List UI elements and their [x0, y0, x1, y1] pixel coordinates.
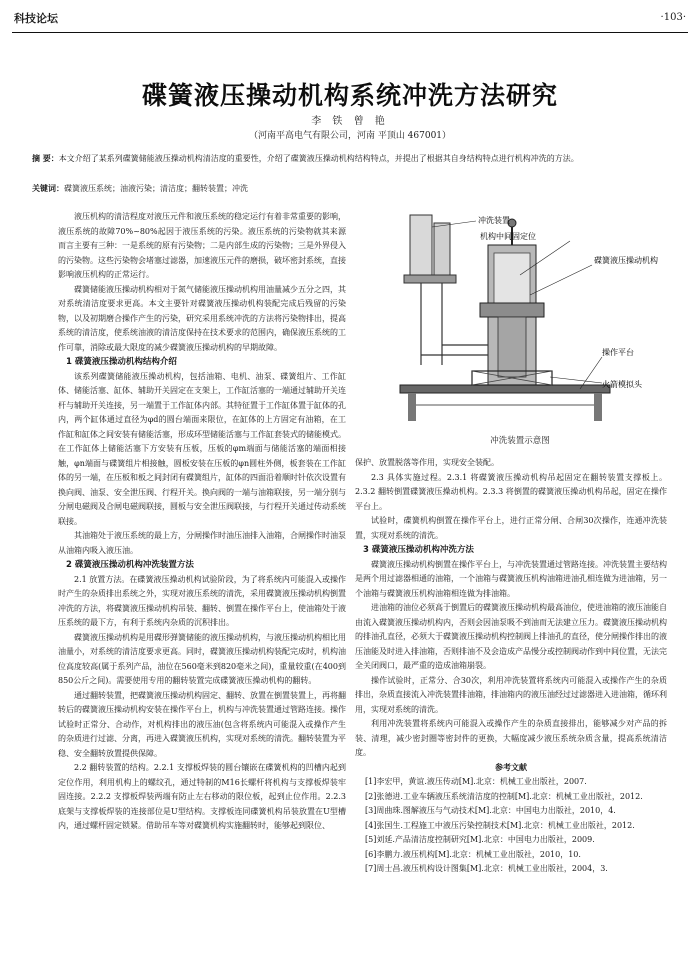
body-paragraph: 保护、放置脱落等作用，实现安全装配。 — [355, 458, 499, 467]
flushing-device-diagram — [380, 205, 660, 429]
body-paragraph: 其油箱处于液压系统的最上方，分闸操作时油压油排入油箱，合闸操作时油泵从油箱内吸入液压油。 — [58, 531, 346, 555]
paper-title: 碟簧液压操动机构系统冲洗方法研究 — [141, 81, 558, 110]
abstract-label: 摘 要： — [32, 154, 59, 163]
journal-section: 科技论坛 — [14, 12, 58, 25]
abstract — [32, 152, 672, 165]
reference-item: [2]张德进.工业车辆液压系统清洁度的控制[M].北京：机械工业出版社，2012. — [365, 791, 643, 801]
label-mechanism: 碟簧液压操动机构 — [594, 256, 658, 265]
right-column — [355, 456, 667, 950]
body-paragraph: 2.1 放置方法。在碟簧液压操动机构试验阶段，为了将系统内可能混入或操作时产生的杂质排出系统之外，实现对液压系统的清洗，采用碟簧液压操动机构倒置冲洗的方法，将碟簧液压操动机构吊装、翻转、倒置在操作平台上，使油箱处于液压系统的最下方，有利于系统内杂质的沉积排出。 — [58, 574, 346, 627]
label-platform: 操作平台 — [602, 348, 634, 357]
reference-item: [1]李宏甲，黄谊.液压传动[M].北京：机械工业出版社，2007. — [365, 777, 587, 786]
reference-item: [6]李鹏力.液压机构[M].北京：机械工业出版社，2010，10. — [365, 849, 581, 859]
section-heading: 3 碟簧液压操动机构冲洗方法 — [363, 545, 474, 555]
body-paragraph: 通过翻转装置，把碟簧液压操动机构固定、翻转、放置在倒置装置上，再将翻转后的碟簧液压操动机构安装在操作平台上，机构与冲洗装置通过管路连接。操作试验时正常分、合动作，对机构排出的液压油(包含将系统内可能混入或操作产生的杂质进行过滤、分离，再进入碟簧液压机构，实现对系统的清洗。翻转装置为平稳、安全翻转放置提供保障。 — [58, 690, 346, 758]
reference-item: [7]周士昌.液压机构设计图集[M].北京：机械工业出版社，2004，3. — [365, 864, 608, 873]
body-paragraph: 利用冲洗装置将系统内可能混入或操作产生的杂质直接排出，能够减少对产品的拆装、清理，减少密封圈等密封件的更换，大幅度减少液压系统杂质含量，提高系统清洁度。 — [355, 719, 667, 757]
body-paragraph: 操作试验时，正常分、合30次，利用冲洗装置将系统内可能混入或操作产生的杂质排出，杂质直接流入冲洗装置排油箱，排油箱内的液压油经过过滤器进入进油箱，循环利用，实现对系统的清洗。 — [355, 675, 667, 714]
label-flush-device: 冲洗装置 — [478, 216, 510, 225]
header-rule — [12, 32, 688, 33]
section-heading: 1 碟簧液压操动机构结构介绍 — [66, 357, 177, 367]
body-paragraph: 碟簧储能液压操动机构相对于氮气储能液压操动机构用油量减少五分之四，其对系统清洁度要求更高。本文主要针对碟簧液压操动机构装配完成后残留的污染物，以及初期磨合操作产生的污染，研究采用系统冲洗的方法将污染物排出，提高系统的清洁度，使系统油液的清洁度保持在技术要求的范围内，确保液压系统的工作可靠，消除或最大限度的减少碟簧液压操动机构的早期故障。 — [58, 284, 346, 352]
figure-flushing-device — [380, 205, 660, 429]
reference-item: [4]张国生.工程施工中液压污染控制技术[M].北京：机械工业出版社，2012. — [365, 820, 635, 830]
figure-caption: 冲洗装置示意图 — [490, 436, 550, 446]
section-heading: 2 碟簧液压操动机构冲洗装置方法 — [66, 560, 194, 570]
label-flip-frame: 火箭模拟头 — [602, 380, 642, 389]
authors: 李 铁 曾 艳 — [311, 116, 389, 127]
body-paragraph: 试验时，碟簧机构倒置在操作平台上，进行正常分闸、合闸30次操作，连通冲洗装置，实现对系统的清洗。 — [355, 516, 667, 540]
body-paragraph: 碟簧液压操动机构是用碟形弹簧储能的液压操动机构，与液压操动机构相比用油量小，对系统的清洁度要求更高。同时，碟簧液压操动机构装配完成时，机构油位高度较高(属于系列产品，油位在560毫米到820毫米之间)，重量较重(在400到850公斤之间)。需要使用专用的翻转装置完成碟簧液压操动机构的翻转。 — [58, 632, 346, 685]
keywords-label: 关键词： — [32, 184, 64, 193]
keywords-text: 碟簧液压系统；油液污染；清洁度；翻转装置；冲洗 — [64, 184, 248, 193]
reference-item: [3]周曲珠.图解液压与气动技术[M].北京：中国电力出版社，2010，4. — [365, 806, 616, 815]
page-number: ·103· — [660, 12, 686, 23]
abstract-text: 本文介绍了某系列碟簧储能液压操动机构清洁度的重要性，介绍了碟簧液压操动机构结构特点，并提出了根据其自身结构特点进行机构冲洗的方法。 — [58, 154, 579, 163]
body-paragraph: 进油箱的油位必须高于倒置后的碟簧液压操动机构最高油位，使进油箱的液压油能自由流入碟簧液压操动机构内，否则会因油泵吸不到油而无法建立压力。碟簧液压操动机构的排油孔直径，必须大于碟簧液压操动机构控制阀上排油孔的直径，使分闸操作排出的液压油能及时进入排油箱，否则排油不及会造成产品慢分或控制阀动作到中间位置，无法完全关闭阀口，最严重的造成油箱崩裂。 — [355, 603, 667, 670]
affiliation: （河南平高电气有限公司，河南 平顶山 467001） — [248, 131, 452, 141]
body-paragraph: 2.3 具体实施过程。2.3.1 将碟簧液压操动机构吊起固定在翻转装置支撑板上。2.3.2 翻转倒置碟簧液压操动机构。2.3.3 将倒置的碟簧液压操动机构吊起，固定在操作平台上。 — [355, 472, 667, 511]
body-paragraph: 液压机构的清洁程度对液压元件和液压系统的稳定运行有着非常重要的影响，液压系统的故障70%~80%起因于液压系统的污染。液压系统的污染物就其来源而言主要有三种：一是系统的原有污染物；二是内部生成的污染物；三是外界侵入的污染物。这些污染物会堵塞过滤器，加速液压元件的磨损，破坏密封系统，直接影响液压机构的正常运行。 — [58, 212, 346, 279]
label-fixed-position: 机构中间固定位 — [480, 232, 536, 241]
reference-item: [5]刘延.产品清洁度控制研究[M].北京：中国电力出版社，2009. — [365, 835, 595, 844]
references-heading: 参考文献 — [495, 762, 527, 772]
body-paragraph: 碟簧液压操动机构倒置在操作平台上，与冲洗装置通过管路连接。冲洗装置主要结构是两个用过滤器相通的油箱，一个油箱与碟簧液压机构油箱进油孔相连做为进油箱，另一个油箱与碟簧液压机构油箱相连做为排油箱。 — [355, 559, 667, 598]
body-paragraph: 2.2 翻转装置的结构。2.2.1 支撑板焊装的圆台镶嵌在碟簧机构的凹槽内起到定位作用，利用机构上的螺纹孔，通过特制的M16长螺杆将机构与支撑板焊装牢固连接。2.2.2 支撑板焊装两端有防止左右移动的限位板，起到止位作用。2.2.3 底架与支撑板焊装的连接部位是U型结构。支撑板连同碟簧机构吊装放置在U型槽内，通过螺杆固定锁紧。借助吊车等对碟簧机构实施翻转时，能够起到限位、 — [58, 763, 346, 830]
keywords — [32, 182, 672, 195]
left-column — [58, 210, 346, 950]
body-paragraph: 该系列碟簧储能液压操动机构，包括油箱、电机、油泵、碟簧组片、工作缸体、储能活塞、缸体、辅助开关固定在支架上，工作缸活塞的一端通过辅助开关连杆与辅助开关连接，另一端置于工作缸体内部。其特征置于工作缸体置于缸体的孔内，两个缸体通过直径为φd的圆台端面来限位，在缸体的上方固定有油箱，在工作缸和缸体之间安装有储能活塞，形成环型储能活塞与工作缸套装式的储能模式。在工作缸体上储能活塞下方安装有压板，压板的φm端面与储能活塞的端面相接触，φn端面与碟簧组片相接触，圆板安装在压板的φn圆柱外侧，板套装在工作缸体的另一端，在压板和板之间封闭有碟簧组片，缸体的四面沿着顺时针依次设置有换向阀、油泵、安全泄压阀、行程开关。换向阀的一端与油箱联接，另一端分别与分闸电磁阀及合闸电磁阀联接，圆板与安全泄压阀联接，与行程开关通过传动系统联接。 — [58, 371, 346, 526]
